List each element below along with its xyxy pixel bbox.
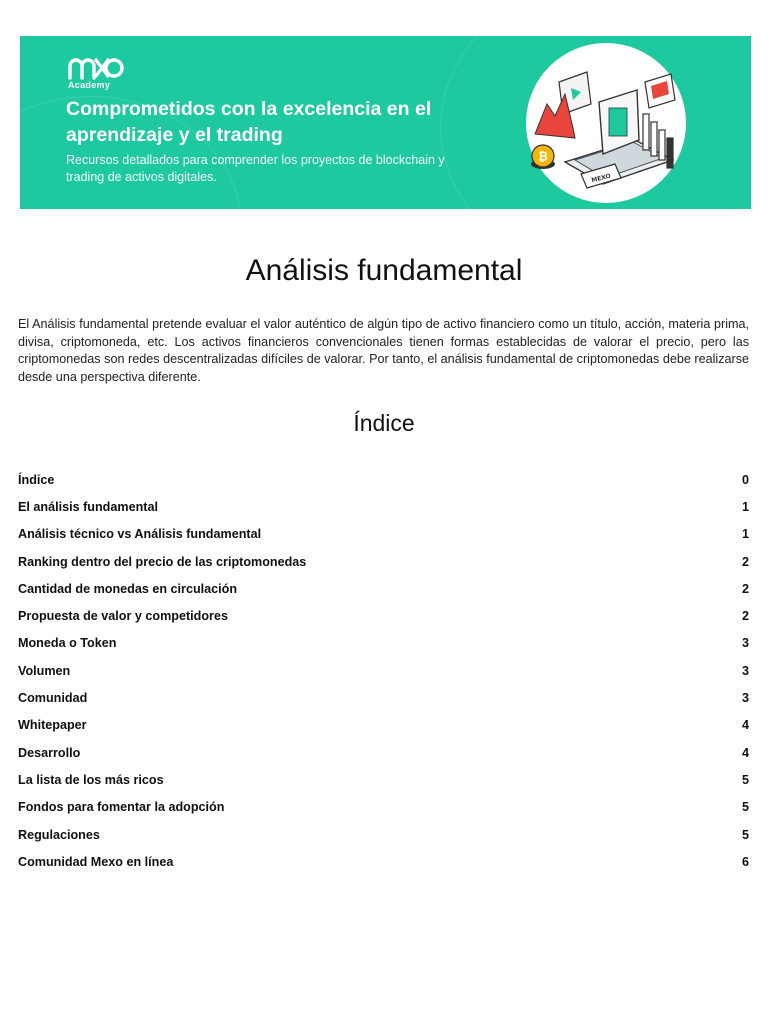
toc-entry-label: Análisis técnico vs Análisis fundamental bbox=[18, 527, 262, 542]
toc-entry-label: Moneda o Token bbox=[18, 636, 117, 651]
svg-text:₿: ₿ bbox=[538, 149, 548, 164]
toc-entry[interactable] bbox=[18, 657, 749, 684]
logo-subtitle: Academy bbox=[68, 80, 111, 90]
toc-entry-label: Fondos para fomentar la adopción bbox=[18, 800, 225, 815]
toc-entry[interactable] bbox=[18, 684, 749, 711]
document-title: Análisis fundamental bbox=[245, 254, 523, 287]
toc-entry-page: 1 bbox=[741, 499, 749, 514]
toc-entry-page: 3 bbox=[741, 663, 749, 678]
toc-entry[interactable] bbox=[18, 766, 749, 793]
table-of-contents bbox=[18, 466, 749, 875]
toc-entry[interactable] bbox=[18, 630, 749, 657]
toc-entry-label: Volumen bbox=[18, 663, 71, 678]
banner-subtitle: Recursos detallados para comprender los proyectos de blockchain y trading de activos digitales. bbox=[66, 153, 445, 184]
toc-entry[interactable] bbox=[18, 466, 749, 493]
toc-entry[interactable] bbox=[18, 521, 749, 548]
toc-entry-label: Comunidad bbox=[18, 691, 88, 706]
toc-entry-label: Cantidad de monedas en circulación bbox=[18, 581, 238, 596]
toc-entry-page: 2 bbox=[741, 581, 749, 596]
toc-entry[interactable] bbox=[18, 548, 749, 575]
toc-entry-page: 2 bbox=[741, 609, 749, 624]
toc-entry-page: 3 bbox=[741, 691, 749, 706]
toc-entry-label: Regulaciones bbox=[18, 827, 100, 842]
toc-entry[interactable] bbox=[18, 712, 749, 739]
toc-entry-page: 4 bbox=[741, 745, 749, 760]
toc-entry[interactable] bbox=[18, 575, 749, 602]
bitcoin-coin-icon bbox=[531, 145, 555, 169]
toc-entry-page: 1 bbox=[741, 527, 749, 542]
toc-entry-label: Propuesta de valor y competidores bbox=[18, 609, 228, 624]
card-text: MEXO bbox=[590, 172, 612, 185]
toc-entry-label: Desarrollo bbox=[18, 745, 81, 760]
banner-illustration bbox=[525, 42, 687, 204]
toc-entry-page: 5 bbox=[741, 800, 749, 815]
mexo-logo bbox=[68, 56, 124, 90]
toc-entry-page: 5 bbox=[741, 827, 749, 842]
toc-entry-page: 3 bbox=[741, 636, 749, 651]
toc-entry-page: 0 bbox=[741, 472, 749, 487]
intro-paragraph: El Análisis fundamental pretende evaluar el valor auténtico de algún tipo de activo financiero como un título, acción, materia prima, divisa, criptomoneda, etc. Los activos financieros convencionales tienen formas establecidas de valorar el precio, pero las criptomonedas son redes descentralizadas difíciles de valorar. Por tanto, el análisis fundamental de criptomonedas debe realizarse desde una perspectiva diferente. bbox=[18, 317, 749, 384]
toc-entry-label: Ranking dentro del precio de las criptomonedas bbox=[18, 554, 307, 569]
toc-entry[interactable] bbox=[18, 821, 749, 848]
toc-entry-page: 6 bbox=[741, 854, 749, 869]
toc-entry-label: Índice bbox=[18, 472, 55, 487]
toc-entry[interactable] bbox=[18, 794, 749, 821]
toc-entry-page: 5 bbox=[741, 772, 749, 787]
toc-entry[interactable] bbox=[18, 739, 749, 766]
mexo-logo-icon bbox=[68, 56, 124, 80]
toc-entry-page: 2 bbox=[741, 554, 749, 569]
banner-title: Comprometidos con la excelencia en el aprendizaje y el trading bbox=[66, 98, 432, 146]
toc-entry-label: Whitepaper bbox=[18, 718, 87, 733]
toc-entry[interactable] bbox=[18, 602, 749, 629]
toc-entry-label: Comunidad Mexo en línea bbox=[18, 854, 174, 869]
toc-entry[interactable] bbox=[18, 493, 749, 520]
header-banner bbox=[20, 36, 751, 209]
toc-entry[interactable] bbox=[18, 848, 749, 875]
toc-entry-label: La lista de los más ricos bbox=[18, 772, 164, 787]
toc-entry-page: 4 bbox=[741, 718, 749, 733]
toc-title: Índice bbox=[353, 410, 415, 436]
toc-entry-label: El análisis fundamental bbox=[18, 499, 158, 514]
